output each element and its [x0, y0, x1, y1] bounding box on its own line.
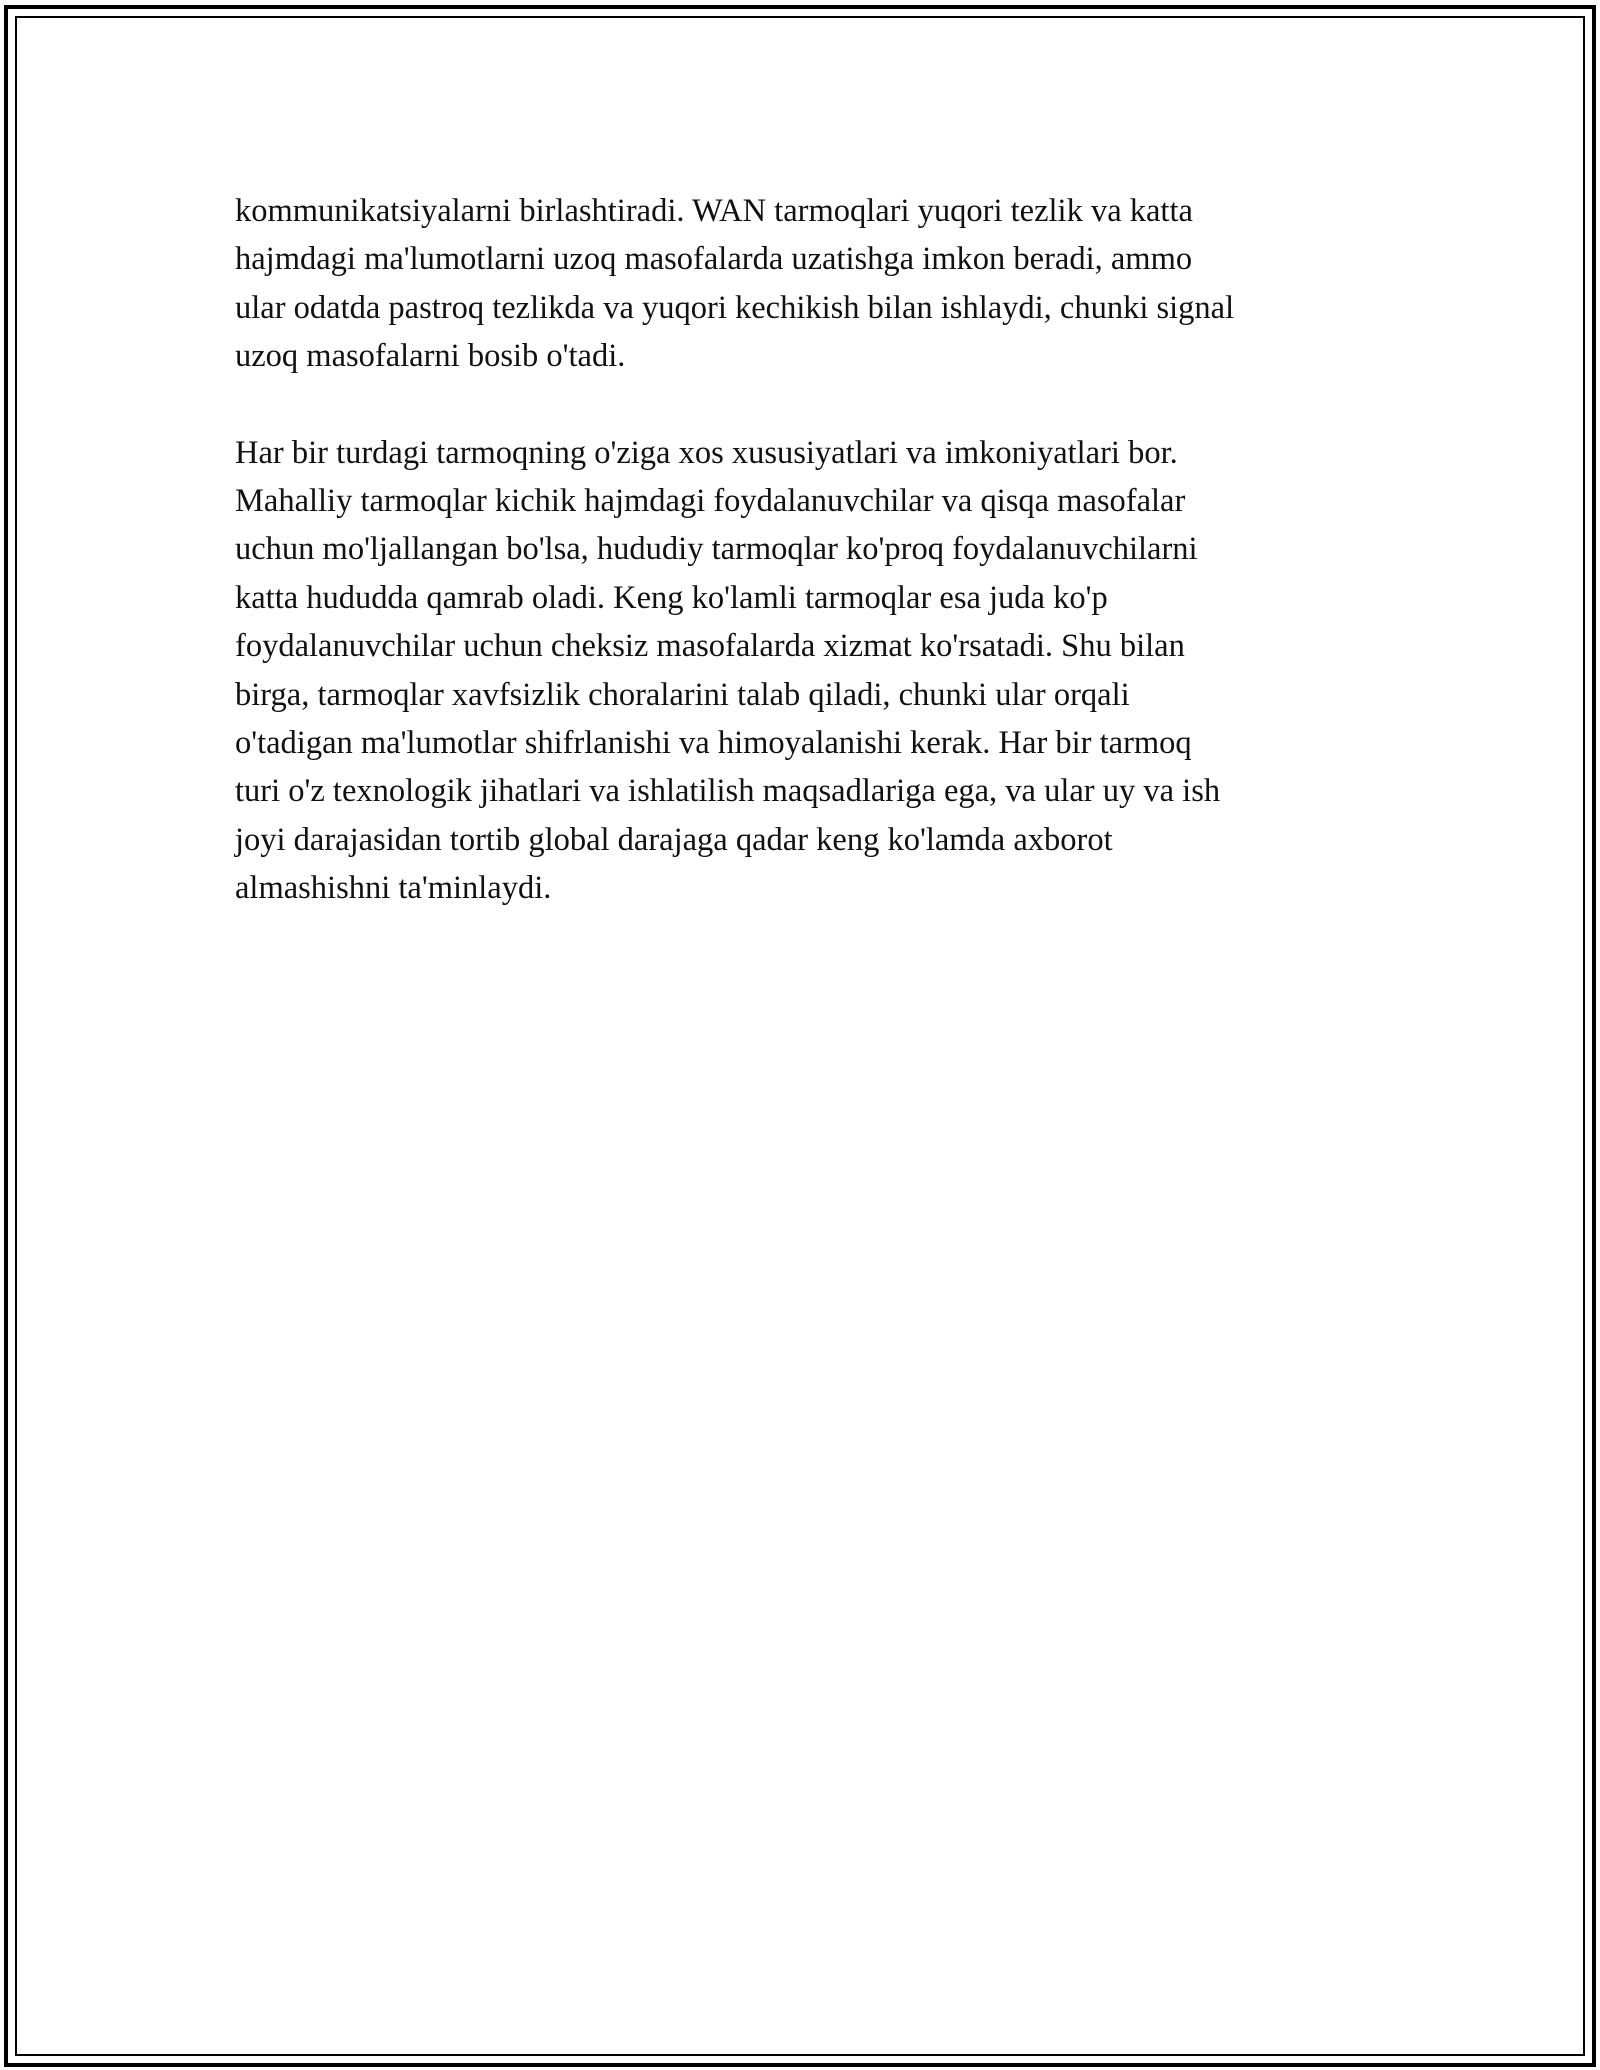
paragraph-line: hajmdagi ma'lumotlarni uzoq masofalarda uzatishga imkon beradi, ammo — [235, 241, 1193, 278]
paragraph-line: katta hududda qamrab oladi. Keng ko'lamli tarmoqlar esa juda ko'p — [235, 579, 1108, 616]
paragraph-line: birga, tarmoqlar xavfsizlik choralarini talab qiladi, chunki ular orqali — [235, 676, 1130, 713]
paragraph-line: almashishni ta'minlaydi. — [235, 870, 552, 907]
paragraph-line: joyi darajasidan tortib global darajaga qadar keng ko'lamda axborot — [235, 821, 1113, 858]
paragraph-line: ular odatda pastroq tezlikda va yuqori kechikish bilan ishlaydi, chunki signal — [235, 289, 1235, 326]
paragraph-line: turi o'z texnologik jihatlari va ishlatilish maqsadlariga ega, va ular uy va ish — [235, 773, 1221, 810]
paragraph-line: uchun mo'ljallangan bo'lsa, hududiy tarmoqlar ko'proq foydalanuvchilarni — [235, 531, 1198, 568]
paragraph-line: Mahalliy tarmoqlar kichik hajmdagi foydalanuvchilar va qisqa masofalar — [235, 483, 1186, 520]
paragraph-2 — [235, 429, 1385, 913]
paragraph-1 — [235, 187, 1385, 381]
paragraph-line: kommunikatsiyalarni birlashtiradi. WAN tarmoqlari yuqori tezlik va katta — [235, 193, 1193, 229]
paragraph-line: uzoq masofalarni bosib o'tadi. — [235, 338, 626, 375]
paragraph-line: Har bir turdagi tarmoqning o'ziga xos xususiyatlari va imkoniyatlari bor. — [235, 434, 1178, 471]
document-body — [235, 187, 1385, 913]
paragraph-line: o'tadigan ma'lumotlar shifrlanishi va himoyalanishi kerak. Har bir tarmoq — [235, 725, 1192, 762]
paragraph-line: foydalanuvchilar uchun cheksiz masofalarda xizmat ko'rsatadi. Shu bilan — [235, 628, 1185, 665]
